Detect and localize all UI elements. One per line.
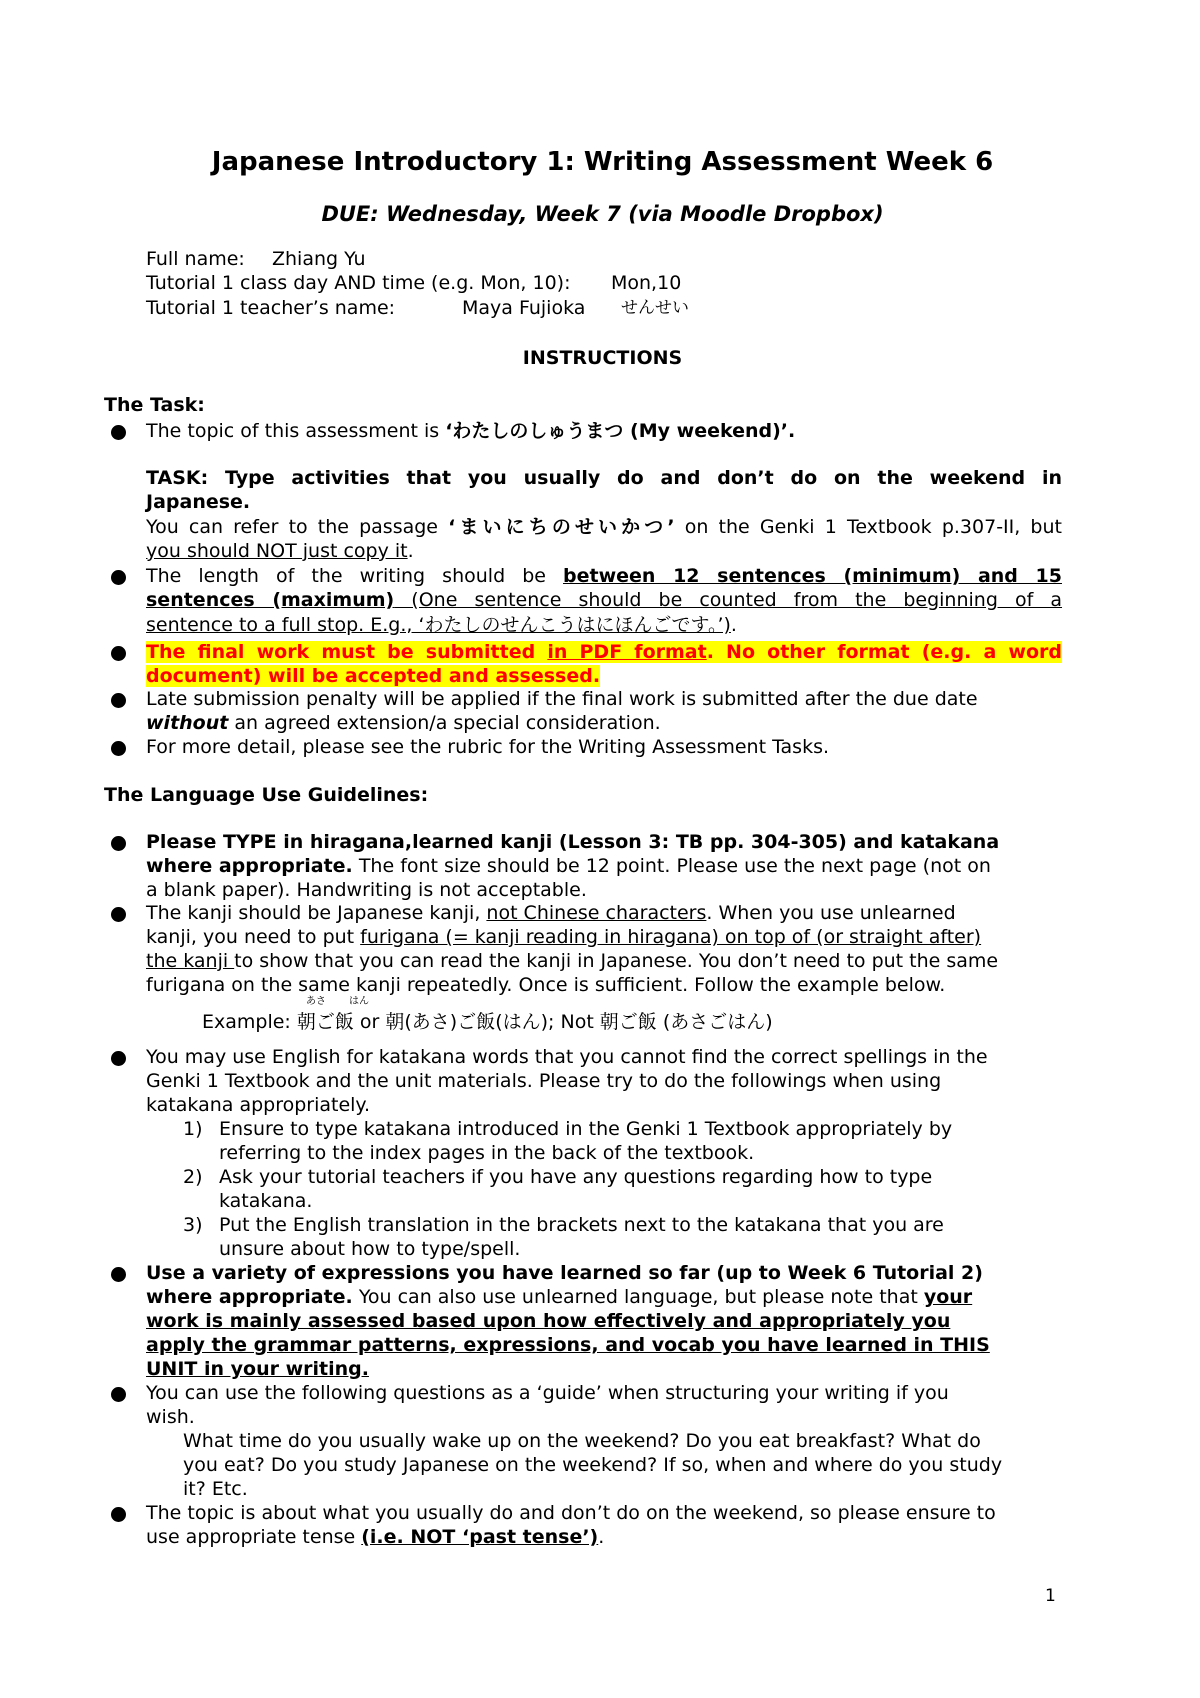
guide-question-2: you eat? Do you study Japanese on the weekend? If so, when and where do you study: [183, 1454, 1003, 1476]
late-line-1: Late submission penalty will be applied if the final work is submitted after the due date: [146, 688, 978, 710]
bullet-icon: [111, 693, 126, 708]
guide-question-1: What time do you usually wake up on the weekend? Do you eat breakfast? What do: [183, 1430, 981, 1452]
bullet-icon: [111, 646, 126, 661]
guide-3-line-1: You may use English for katakana words that you cannot find the correct spellings in the: [146, 1046, 988, 1068]
task-heading: The Task:: [104, 394, 205, 416]
guide-2-line-1: The kanji should be Japanese kanji, not Chinese characters. When you use unlearned: [146, 902, 956, 924]
list-item-2-line-2: katakana.: [219, 1190, 313, 1212]
task-line-1: TASK: Type activities that you usually do and don’t do on the weekend in: [146, 467, 1062, 489]
guide-2-line-3: the kanji to show that you can read the kanji in Japanese. You don’t need to put the same: [146, 950, 999, 972]
length-line-3: sentence to a full stop. E.g., ‘わたしのせんこうはにほんごです。’).: [146, 614, 737, 636]
list-item-1-line-1: Ensure to type katakana introduced in the Genki 1 Textbook appropriately by: [219, 1118, 953, 1140]
page-title: Japanese Introductory 1: Writing Assessment Week 6: [211, 147, 994, 177]
teacher-suffix: せんせい: [621, 298, 689, 318]
furigana-han: はん: [349, 996, 369, 1007]
bullet-icon: [111, 1267, 126, 1282]
late-line-2: without an agreed extension/a special consideration.: [146, 712, 661, 734]
list-item-3-line-1: Put the English translation in the brackets next to the katakana that you are: [219, 1214, 944, 1236]
guide-4-line-1: Use a variety of expressions you have learned so far (up to Week 6 Tutorial 2): [146, 1262, 983, 1284]
list-number-2: 2): [183, 1166, 203, 1188]
bullet-icon: [111, 907, 126, 922]
final-line-2: document) will be accepted and assessed.: [146, 665, 601, 687]
bullet-icon: [111, 1051, 126, 1066]
guide-5-line-1: You can use the following questions as a ‘guide’ when structuring your writing if you: [146, 1382, 949, 1404]
bullet-icon: [111, 570, 126, 585]
task-line-2: Japanese.: [146, 491, 251, 513]
more-detail-line: For more detail, please see the rubric for the Writing Assessment Tasks.: [146, 736, 830, 758]
list-item-3-line-2: unsure about how to type/spell.: [219, 1238, 521, 1260]
due-date: DUE: Wednesday, Week 7 (via Moodle Dropbox): [321, 202, 884, 226]
list-item-2-line-1: Ask your tutorial teachers if you have any questions regarding how to type: [219, 1166, 933, 1188]
guide-4-line-3: work is mainly assessed based upon how effectively and appropriately you: [146, 1310, 951, 1332]
topic-line: The topic of this assessment is ‘わたしのしゅうまつ (My weekend)’.: [146, 420, 796, 442]
bullet-icon: [111, 836, 126, 851]
guide-3-line-3: katakana appropriately.: [146, 1094, 371, 1116]
guide-4-line-4: apply the grammar patterns, expressions, and vocab you have learned in THIS: [146, 1334, 990, 1356]
guide-1-line-2: where appropriate. The font size should be 12 point. Please use the next page (not on: [146, 855, 991, 877]
list-number-1: 1): [183, 1118, 203, 1140]
length-line-1: The length of the writing should be between 12 sentences (minimum) and 15: [146, 565, 1062, 587]
guide-4-line-5: UNIT in your writing.: [146, 1358, 369, 1380]
guide-question-3: it? Etc.: [183, 1478, 248, 1500]
final-line-1: The final work must be submitted in PDF format. No other format (e.g. a word: [146, 641, 1062, 663]
reference-line: You can refer to the passage ‘まいにちのせいかつ’ on the Genki 1 Textbook p.307-II, but: [146, 516, 1062, 538]
guide-6-line-1: The topic is about what you usually do and don’t do on the weekend, so please ensure to: [146, 1502, 996, 1524]
instructions-heading: INSTRUCTIONS: [522, 347, 683, 369]
list-number-3: 3): [183, 1214, 203, 1236]
tutorial-value: Mon,10: [611, 272, 682, 294]
bullet-icon: [111, 425, 126, 440]
guide-1-line-1: Please TYPE in hiragana,learned kanji (Lesson 3: TB pp. 304-305) and katakana: [146, 831, 1000, 853]
reference-line-2: you should NOT just copy it.: [146, 540, 414, 562]
guide-1-line-3: a blank paper). Handwriting is not acceptable.: [146, 879, 587, 901]
kanji-example: Example: 朝ご飯 or 朝(あさ)ご飯(はん); Not 朝ご飯 (あさごはん): [202, 1011, 773, 1033]
fullname-label: Full name:: [146, 248, 245, 270]
guidelines-heading: The Language Use Guidelines:: [104, 784, 429, 806]
length-line-2: sentences (maximum) (One sentence should be counted from the beginning of a: [146, 589, 1063, 611]
guide-3-line-2: Genki 1 Textbook and the unit materials. Please try to do the followings when using: [146, 1070, 942, 1092]
guide-2-line-2: kanji, you need to put furigana (= kanji reading in hiragana) on top of (or straight after): [146, 926, 982, 948]
guide-6-line-2: use appropriate tense (i.e. NOT ‘past tense’).: [146, 1526, 605, 1548]
guide-2-line-4: furigana on the same kanji repeatedly. Once is sufficient. Follow the example below.: [146, 974, 946, 996]
guide-4-line-2: where appropriate. You can also use unlearned language, but please note that your: [146, 1286, 973, 1308]
guide-5-line-2: wish.: [146, 1406, 195, 1428]
bullet-icon: [111, 1507, 126, 1522]
furigana-asa: あさ: [306, 996, 326, 1007]
teacher-value: Maya Fujioka: [462, 297, 586, 319]
page-number: 1: [1045, 1586, 1056, 1606]
fullname-value: Zhiang Yu: [272, 248, 366, 270]
list-item-1-line-2: referring to the index pages in the back of the textbook.: [219, 1142, 755, 1164]
bullet-icon: [111, 741, 126, 756]
tutorial-label: Tutorial 1 class day AND time (e.g. Mon, 10):: [146, 272, 571, 294]
bullet-icon: [111, 1387, 126, 1402]
teacher-label: Tutorial 1 teacher’s name:: [146, 297, 396, 319]
